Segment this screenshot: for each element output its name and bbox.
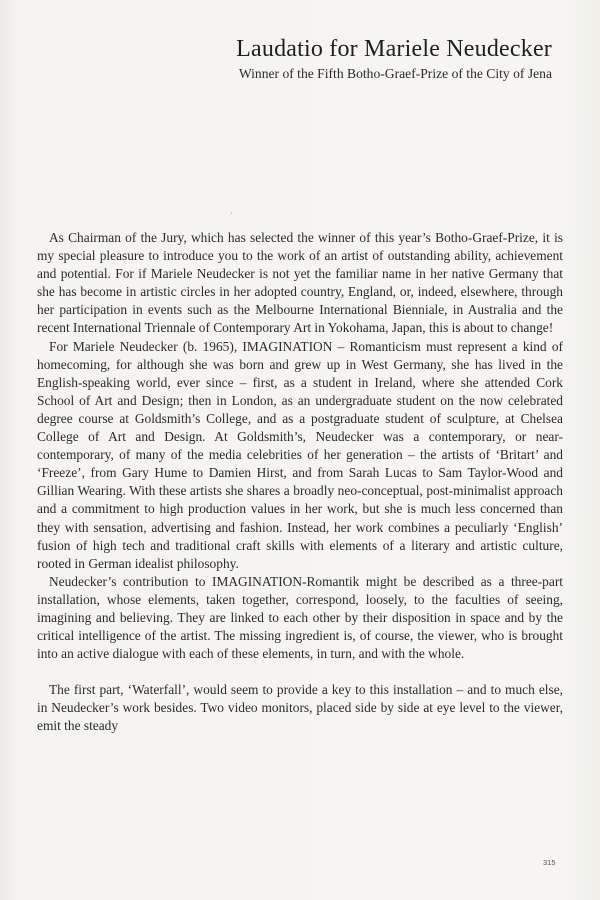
article-body [37,229,563,736]
paragraph-1: As Chairman of the Jury, which has selected the winner of this year’s Botho-Graef-Prize, it is my special pleasure to introduce you to the work of an artist of outstanding ability, achievement and potential. For if Mariele Neudecker is not yet the familiar name in her native Germany that she has become in artistic circles in her adopted country, England, or, indeed, elsewhere, through her participation in events such as the Melbourne International Bienniale, in Australia and the recent International Triennale of Contemporary Art in Yokohama, Japan, this is about to change! [37,230,563,336]
paragraph-4: The first part, ‘Waterfall’, would seem to provide a key to this installation – and to much else, in Neudecker’s work besides. Two video monitors, placed side by side at eye level to the viewer, emit the steady [37,682,563,734]
paragraph-3: Neudecker’s contribution to IMAGINATION-Romantik might be described as a three-part installation, whose elements, taken together, correspond, loosely, to the faculties of seeing, imagining and believing. They are linked to each other by their disposition in space and by the critical intelligence of the artist. The missing ingredient is, of course, the viewer, who is brought into an active dialogue with each of these elements, in turn, and with the whole. [37,573,563,662]
print-speck: · [230,209,233,218]
page-subtitle: Winner of the Fifth Botho-Graef-Prize of the City of Jena [238,66,552,81]
page-number: 315 [543,858,556,867]
page-title: Laudatio for Mariele Neudecker [236,36,552,62]
paragraph-2: For Mariele Neudecker (b. 1965), IMAGINATION – Romanticism must represent a kind of homecoming, for although she was born and grew up in West Germany, she has lived in the English-speaking world, ever since – first, as a student in Ireland, where she attended Cork School of Art and Design; then in London, as an undergraduate student on the now celebrated degree course at Goldsmith’s College, and as a postgraduate student of sculpture, at Chelsea College of Art and Design. At Goldsmith’s, Neudecker was a contemporary, or near-contemporary, of many of the media celebrities of her generation – the artists of ‘Britart’ and ‘Freeze’, from Gary Hume to Damien Hirst, and from Sarah Lucas to Sam Taylor-Wood and Gillian Wearing. With these artists she shares a broadly neo-conceptual, post-minimalist approach and a commitment to high production values in her work, but she is much less concerned than they with sensation, advertising and fashion. Instead, her work combines a peculiarly ‘English’ fusion of high tech and traditional craft skills with elements of a literary and artistic culture, rooted in German idealist philosophy. [37,338,563,571]
